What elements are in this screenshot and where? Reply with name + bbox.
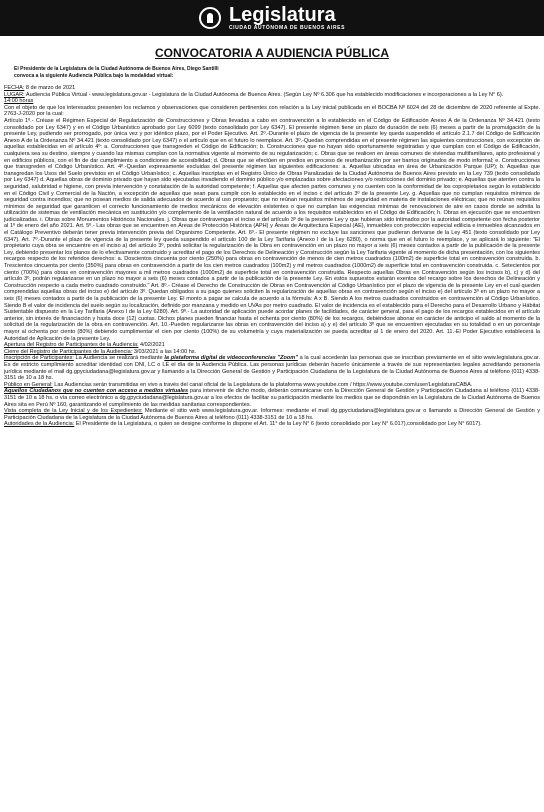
articulos-paragraph: Artículo 1º.- Créase el Régimen Especial de Regularización de Construcciones y Obras llevadas a cabo en contravención a lo establecido en el Código de Edificación Anexo A de la Ordenanza Nº 34.421 (texto consolidado por Ley 6347) y en el Código Urbanístico aprobado por Ley 6099 (texto consolidado por Ley 6347). El presente régimen tiene un plazo de duración de seis (6) meses a partir de la promulgación de la presente Ley, pudiendo ser prorrogado, por única vez y por idéntico plazo, por el Poder Ejecutivo. Art. 2º.-Durante el plazo de vigencia de la presente ley queda suspendido el artículo 2.1.7 del Código de Edificación Anexo A de la Ordenanza Nº 34.421 (texto consolidado por Ley 6347) o el artículo que en el futuro lo reemplace. Art. 3º.-Quedan comprendidas en el presente régimen las siguientes construcciones, con excepción de aquellas establecidas en el artículo 4º: a. Construcciones que transgreden el Código de Edificación; b. Construcciones que no hayan sido oportunamente registradas y que cumplan con el Código de Edificación, cualquiera sea su destino, siempre y cuando las mismas cumplan con la normativa vigente al momento de su regularización; c. Obras que se realicen en áreas comunes de viviendas multifamiliares, apto profesional y en edificios públicos, con el fin de dar cumplimiento a condiciones de accesibilidad; d. Obras que se efectúen en predios en proceso de reurbanización por ser barrios originados de modo informal; e. Construcciones que transgreden el Código Urbanístico. Art. 4º.-Quedan expresamente excluidas del presente régimen las siguientes edificaciones: a. Aquellas ubicadas en área de Urbanización Parque (UP); b. Aquellas que transgredan los Usos del Suelo previstos en el Código Urbanístico; c. Aquellas inscriptas en el Registro Único de Obras Paralizadas de la Ciudad Autónoma de Buenos Aires previsto en la Ley 739 (texto consolidado por Ley 6347) d. Aquellas obras de dominio privado que hayan sido ejecutadas invadiendo el dominio público y/o emplazadas sobre afectaciones y/o restricciones del dominio privado; e. Aquellas que atenten contra la seguridad, salubridad e higiene, con previa intervención y constatación de la autoridad competente; f. Aquellas que afecten partes comunes y no cuenten con la conformidad de los copropietarios según lo establecido en el Código Civil y Comercial de la Nación, a excepción de aquellas que sean para cumplir con lo establecido en el inciso c del artículo 3º de la presente Ley. g. Aquellas que no cumplan requisitos mínimos de seguridad contra incendios; que no posean medios de salida adecuados de acuerdo al uso propuesto; que no reúnan requisitos mínimos de seguridad en materia de instalaciones eléctricas; que no reúnan requisitos mínimos de seguridad que garanticen el correcto funcionamiento de medios mecánicos de elevación existentes o que no cumplan las exigencias mínimas de renovaciones de aire en casos donde se admita la utilización de sistemas de ventilación mecánica en sustitución y/o complemento de la ventilación natural de acuerdo a los requisitos establecidos en el Código de Edificación; h. Obras en ejecución que se encuentren judicializadas. i. Obras sobre Monumentos Históricos Nacionales. j. Obras que contravengan el inciso e del artículo 3º de la presente Ley y que hubieran sido intimados por la autoridad competente con fecha posterior al 1º de enero del año 2021. Art. 5º.- Las obras que se encuentren en Áreas de Protección Histórica (APH) y Áreas de Arquitectura Especial (AE), inmuebles con protección especial edilicia e inmuebles alcanzados en el Catálogo Preventivo deberán tener previa intervención previa del Organismo Competente. Art. 6º.- El presente régimen no excluye las sanciones que pudieran derivarse de la Ley 451 (texto consolidado por Ley 6347). Art. 7º.-Durante el plazo de vigencia de la presente ley queda suspendido el artículo 100 de la Ley Tarifaria (Anexo I de la Ley 6280), o norma que en el futuro lo reemplace, y se aplicará lo siguiente: "El propietario cuya obra se encuentre en el inciso a) del artículo 3º, podrá solicitar la regularización de la Obra en contravención en un plazo no mayor a seis (6) meses contados a partir de la publicación de la presente Ley, debiendo presentar los planos de lo efectivamente construido y acreditar el pago de los Derechos de Delineación y Construcción según la Ley Tarifaria vigente al momento de dicha presentación, con los siguientes recargos respecto de los referidos derechos: a. Doscientos cincuenta por ciento (250%) para obras en contravención de menos de cien metros cuadrados (100m2) de superficie total en contravención construida. b. Trescientos cincuenta por ciento (350%) para obras en contravención a partir de los cien metros cuadrados (100m2) y mil metros cuadrados (1000m2) de superficie total en contravención construida. c. Setecientos por ciento (700%) para obras en contravención mayores a mil metros cuadrados (1000m2) de superficie total en contravención construida. Respecto aquellas Obras en Contravención según los incisos b), c) y d) del artículo 3º, podrán regularizarse en un plazo no mayor a seis (6) meses contados a partir de la publicación de la presente Ley. En estos supuestos estarán exentos del recargo sobre los derechos de Delineación y Construcción respecto a cada metro cuadrado construido." Art. 8º.- Créase el Derecho de Construcción de Obras en Contravención al Código Urbanístico por el plazo de vigencia de la presente Ley en el cual queden comprendidas aquellas obras del inciso e) del artículo 3º. Quedan obligados a su pago quienes soliciten la regularización de aquellas obras en contravención según el inciso e) del artículo 3º en un plazo no mayor a seis (6) meses contados a partir de la publicación de la presente Ley. El monto a pagar se calcula de acuerdo a la fórmula: A x B. Siendo A los metros cuadrados construidos en contravención al Código Urbanístico. Siendo B el valor de incidencia del suelo según su localización, definido por manzana y medido en UVAs por metro cuadrado. El valor de incidencia es el establecido para el Derecho para el Desarrollo Urbano y Hábitat Sustentable dispuesto en la Ley Tarifaria (Anexo I de la Ley 6280). Art. 9º.- La autoridad de aplicación puede acordar planes de facilidades, de carácter general, para el pago de los recargos establecidos en el artículo anterior, sin interés de financiación y hasta doce (12) cuotas. Dichos planes pueden financiar hasta el ochenta por ciento (80%) de los recargos, debiéndose abonar en carácter de anticipo el saldo al momento de la solicitud de la regularización de la obra en contravención. Art. 10.-Pueden regularizarse las obras en contravención del inciso a) y e) del artículo 3º que se encuentren ejecutadas en su totalidad o en un porcentaje mayor al ochenta por ciento (80%) debiendo cumplimentar el cien por ciento (100%) de su volumetría y cuya materialización se pueda acreditar al 1 de enero del 2020. Art. 11.-El Poder Ejecutivo establecerá la Autoridad de Aplicación de la presente Ley. (4, 117, 540, 342)
brand (229, 5, 345, 31)
fecha-value: 8 de marzo de 2021 (24, 85, 76, 91)
brand-name: Legislatura (228, 4, 336, 26)
inscripcion-post: a la cual accederán las personas que se inscriban previamente en el sitio www.legislatura.gov.ar. Es de estricto cumplimiento acreditar identidad con DNI, LC o LE el día de la Audiencia Pública. Las personas jurídicas deberán hacerlo únicamente a través de sus representantes legales acreditando personería jurídica mediante el mail dg.gpyciudadana@legislatura.gov.ar y llamando a la Dirección General de Gestión y Participación Ciudadana de la Legislatura de la Ciudad Autónoma de Buenos Aires al teléfono (011) 4338-3151 de 10 a 18 hs. (4, 355, 541, 382)
hora-line: 14:00 horas (4, 98, 34, 105)
notice-title: CONVOCATORIA A AUDIENCIA PÚBLICA (155, 46, 389, 60)
apertura-line (4, 342, 540, 349)
lugar-value: Audiencia Pública Virtual - www.legislatura.gov.ar - Legislatura de la Ciudad Autónoma de Buenos Aires. (Según Ley Nº 6.306 que ha establecido modificaciones e incorporaciones a la Ley N° 6). (24, 91, 504, 98)
autoridades-value: El Presidente de la Legislatura, o quien se designe conforme lo dispone el Art. 11° de la Ley N° 6 (texto consolidado por Ley N° 6.017),consolidado por Ley N° 6017). (74, 421, 482, 428)
intro-line-1: El Presidente de la Legislatura de la Ciudad Autónoma de Buenos Aires, Diego Santilli (14, 66, 219, 72)
header-banner (0, 0, 544, 36)
vista-paragraph (4, 408, 540, 421)
autoridades-paragraph (4, 421, 540, 428)
inscripcion-label: Inscripción de Participantes: (4, 355, 74, 362)
cierre-value: 3/03/2021 a las 14:00 hs. (132, 348, 197, 355)
lugar-line (4, 92, 540, 99)
brand-subtitle: CIUDAD AUTÓNOMA DE BUENOS AIRES (228, 25, 346, 31)
objeto-paragraph: Con el objeto de que los interesados presenten los reclamos y observaciones que consideren pertinentes con relación a la Ley inicial publicada en el BOCBA Nº 6024 del 28 de diciembre de 2020 referente al Expte. 2763-J-2020 por la cual: (4, 104, 540, 118)
inscripcion-paragraph (4, 355, 540, 381)
legislature-seal-icon (199, 7, 221, 29)
cierre-label: Cierre del Registro de Participantes de la Audiencia: (4, 348, 133, 355)
publico-value: Las Audiencias serán transmitidas en vivo a través del canal oficial de la Legislatura de la plataforma www.youtube.com / https://www.youtube.com/user/LegislaturaCABA. (52, 381, 473, 388)
public-notice (0, 36, 544, 428)
intro-line-2: convoca a la siguiente Audiencia Pública bajo la modalidad virtual: (14, 72, 174, 79)
fecha-label: FECHA: (4, 85, 25, 91)
fecha-line (4, 85, 540, 92)
notice-body (4, 85, 540, 428)
lugar-label: LUGAR: (4, 91, 25, 98)
sin-acceso-label: Aquellos Ciudadanos que no cuenten con acceso a medios virtuales (4, 388, 189, 395)
sin-acceso-value: para intervenir de dicho modo, deberán comunicarse con la Dirección General de Gestión y Participación Ciudadana al teléfono (011) 4338-3151 de 10 a 18 hs. o vía correo electrónico a dg.gpyciudadana@legislatura.gov.ar a los efectos de facilitar su participación mediante los medios que se dispondrán en la Legislatura de la Ciudad Autónoma de Buenos Aires sita en Perú Nº 160, garantizando el cumplimiento de las medidas sanitarias correspondientes. (4, 388, 540, 408)
cierre-line (4, 349, 540, 356)
publico-label: Público en General: (4, 381, 53, 388)
vista-value: Mediante el sitio web www.legislatura.gov.ar. Informes: mediante el mail dg.gpyciudadana@legislatura.gov.ar o llamando a Dirección General de Gestión y Participación Ciudadana de la Legislatura de la Ciudad Autónoma de Buenos Aires al teléfono (011) 4338-3151 de 10 a 18 hs. (4, 408, 540, 421)
inscripcion-zoom: la plataforma digital de videoconferencias "Zoom" (164, 355, 298, 362)
publico-paragraph (4, 382, 540, 389)
apertura-value: 4/02/2021 (138, 342, 165, 349)
sin-acceso-paragraph (4, 388, 540, 408)
autoridades-label: Autoridades de la Audiencia: (4, 421, 75, 428)
notice-intro (14, 66, 540, 79)
inscripcion-pre: La Audiencia se realizará mediante (73, 355, 165, 362)
apertura-label: Apertura del Registro de Participantes de la Audiencia: (4, 342, 139, 349)
vista-label: Vista completa de la Ley Inicial y de los Expedientes: (4, 408, 143, 415)
